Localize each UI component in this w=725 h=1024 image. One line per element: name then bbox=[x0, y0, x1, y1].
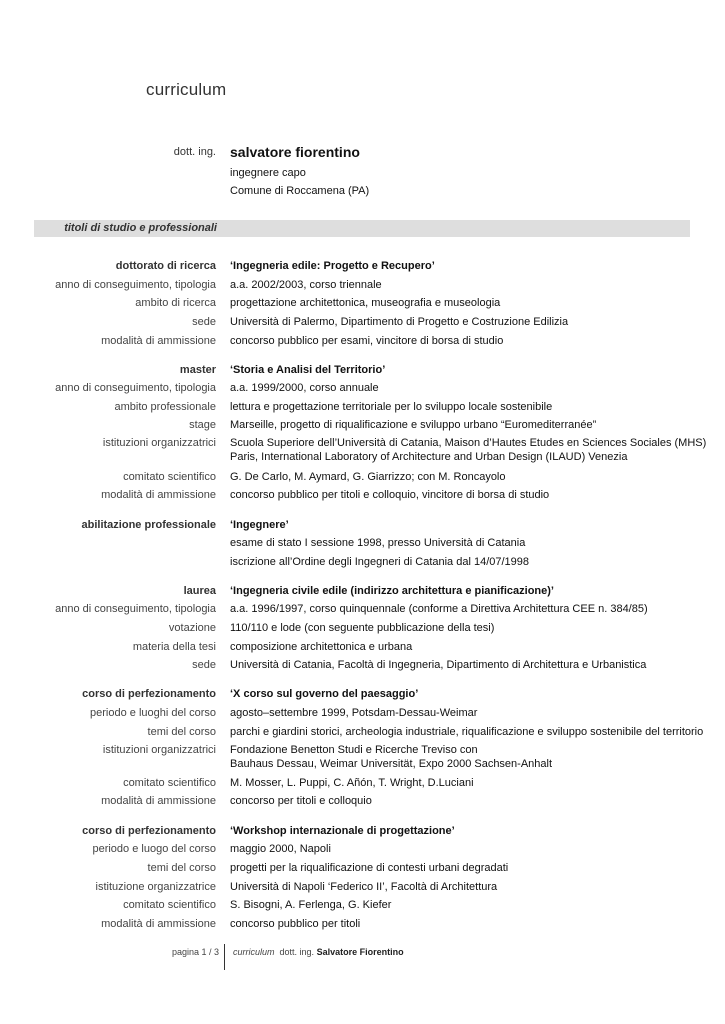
entry-value: ‘X corso sul governo del paesaggio’ bbox=[230, 688, 419, 700]
entry-value: Università di Palermo, Dipartimento di Progetto e Costruzione Edilizia bbox=[230, 316, 569, 328]
entry-label: anno di conseguimento, tipologia bbox=[55, 382, 216, 394]
entry-label: istituzioni organizzatrici bbox=[102, 744, 216, 756]
footer-name: Salvatore Fiorentino bbox=[316, 947, 404, 957]
entry-value: composizione architettonica e urbana bbox=[230, 641, 413, 653]
entry-value: maggio 2000, Napoli bbox=[230, 843, 331, 855]
entry-label: sede bbox=[192, 316, 216, 328]
entry-value: progetti per la riqualificazione di contesti urbani degradati bbox=[230, 862, 509, 874]
entry-label: periodo e luogo del corso bbox=[92, 843, 216, 855]
entry-value: concorso pubblico per titoli e colloquio, vincitore di borsa di studio bbox=[230, 489, 550, 501]
entry-label: modalità di ammissione bbox=[101, 489, 216, 501]
person-name: salvatore fiorentino bbox=[230, 144, 360, 160]
entry-label: modalità di ammissione bbox=[101, 795, 216, 807]
entry-label: materia della tesi bbox=[132, 641, 216, 653]
entry-value: 110/110 e lode (con seguente pubblicazione della tesi) bbox=[230, 622, 495, 634]
entry-value: ‘Storia e Analisi del Territorio’ bbox=[230, 364, 386, 376]
entry-value: Paris, International Laboratory of Architecture and Urban Design (ILAUD) Venezia bbox=[230, 451, 628, 463]
entry-value: a.a. 1996/1997, corso quinquennale (conforme a Direttiva Architettura CEE n. 384/85) bbox=[230, 603, 648, 615]
entry-label: comitato scientifico bbox=[123, 471, 216, 483]
entry-label: ambito professionale bbox=[114, 401, 216, 413]
section-title: titoli di studio e professionali bbox=[64, 222, 217, 234]
entry-label: stage bbox=[189, 419, 216, 431]
entry-value: agosto–settembre 1999, Potsdam-Dessau-Weimar bbox=[230, 707, 478, 719]
entry-value: concorso per titoli e colloquio bbox=[230, 795, 372, 807]
entry-value: a.a. 2002/2003, corso triennale bbox=[230, 279, 382, 291]
entry-label: istituzione organizzatrice bbox=[95, 881, 216, 893]
entry-label: temi del corso bbox=[147, 726, 216, 738]
entry-label: corso di perfezionamento bbox=[82, 688, 216, 700]
entry-value: ‘Workshop internazionale di progettazione’ bbox=[230, 825, 455, 837]
entry-label: modalità di ammissione bbox=[101, 335, 216, 347]
entry-value: Università di Catania, Facoltà di Ingegneria, Dipartimento di Architettura e Urbanistica bbox=[230, 659, 647, 671]
entry-value: ‘Ingegnere’ bbox=[230, 519, 289, 531]
entry-value: Marseille, progetto di riqualificazione e sviluppo urbano “Euromediterranée” bbox=[230, 419, 597, 431]
entry-label: anno di conseguimento, tipologia bbox=[55, 603, 216, 615]
entry-value: a.a. 1999/2000, corso annuale bbox=[230, 382, 379, 394]
footer-prefix: dott. ing. bbox=[279, 947, 315, 957]
entry-value: Bauhaus Dessau, Weimar Universität, Expo 2000 Sachsen-Anhalt bbox=[230, 758, 553, 770]
entry-label: periodo e luoghi del corso bbox=[90, 707, 216, 719]
entry-label: corso di perfezionamento bbox=[82, 825, 216, 837]
entry-label: modalità di ammissione bbox=[101, 918, 216, 930]
footer-doc: curriculum bbox=[233, 947, 275, 957]
entry-value: progettazione architettonica, museografia e museologia bbox=[230, 297, 501, 309]
entry-value: parchi e giardini storici, archeologia industriale, riqualificazione e sviluppo sostenibile del territorio bbox=[230, 726, 704, 738]
entry-value: lettura e progettazione territoriale per lo sviluppo locale sostenibile bbox=[230, 401, 553, 413]
person-employer: Comune di Roccamena (PA) bbox=[230, 185, 370, 197]
entry-value: G. De Carlo, M. Aymard, G. Giarrizzo; con M. Roncayolo bbox=[230, 471, 506, 483]
entry-value: concorso pubblico per esami, vincitore di borsa di studio bbox=[230, 335, 504, 347]
entry-label: sede bbox=[192, 659, 216, 671]
entry-label: abilitazione professionale bbox=[81, 519, 216, 531]
entry-label: master bbox=[179, 364, 216, 376]
entry-label: istituzioni organizzatrici bbox=[102, 437, 216, 449]
footer-divider bbox=[224, 944, 225, 970]
entry-value: Università di Napoli ‘Federico II’, Facoltà di Architettura bbox=[230, 881, 498, 893]
entry-value: iscrizione all’Ordine degli Ingegneri di Catania dal 14/07/1998 bbox=[230, 556, 530, 568]
entry-value: esame di stato I sessione 1998, presso Università di Catania bbox=[230, 537, 526, 549]
entry-label: comitato scientifico bbox=[123, 899, 216, 911]
entry-label: anno di conseguimento, tipologia bbox=[55, 279, 216, 291]
entry-label: temi del corso bbox=[147, 862, 216, 874]
page-number: pagina 1 / 3 bbox=[171, 947, 219, 957]
entry-value: ‘Ingegneria edile: Progetto e Recupero’ bbox=[230, 260, 435, 272]
person-role: ingegnere capo bbox=[230, 167, 306, 179]
name-prefix: dott. ing. bbox=[173, 146, 216, 158]
entry-label: laurea bbox=[183, 585, 216, 597]
entry-label: dottorato di ricerca bbox=[115, 260, 216, 272]
entry-value: Scuola Superiore dell’Università di Catania, Maison d’Hautes Etudes en Sciences Sociales (MHS) bbox=[230, 437, 707, 449]
entry-label: votazione bbox=[168, 622, 216, 634]
footer-caption bbox=[233, 947, 404, 957]
entry-value: M. Mosser, L. Puppi, C. Añón, T. Wright, D.Luciani bbox=[230, 777, 474, 789]
entry-value: Fondazione Benetton Studi e Ricerche Treviso con bbox=[230, 744, 478, 756]
entry-label: ambito di ricerca bbox=[135, 297, 216, 309]
entry-label: comitato scientifico bbox=[123, 777, 216, 789]
entry-value: S. Bisogni, A. Ferlenga, G. Kiefer bbox=[230, 899, 392, 911]
entry-value: ‘Ingegneria civile edile (indirizzo architettura e pianificazione)’ bbox=[230, 585, 554, 597]
entry-value: concorso pubblico per titoli bbox=[230, 918, 361, 930]
document-title: curriculum bbox=[146, 80, 227, 99]
